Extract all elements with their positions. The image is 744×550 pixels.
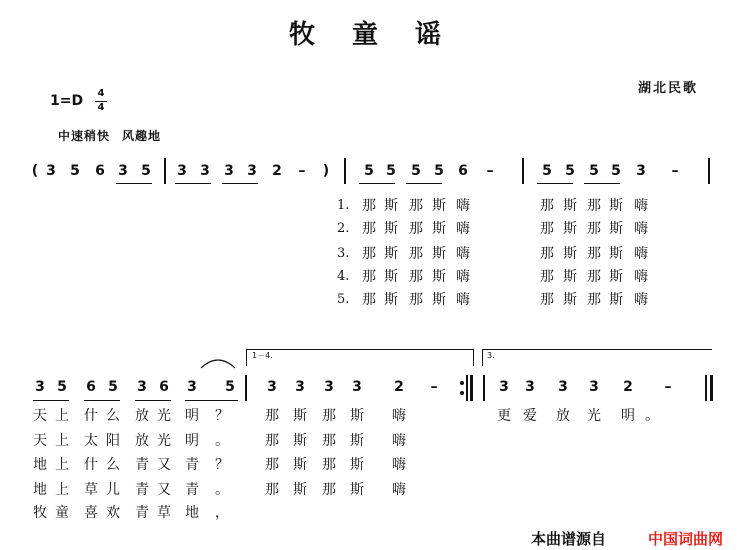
lyric-syllable: 光 bbox=[587, 408, 601, 424]
lyric-syllable: 嗨 bbox=[634, 198, 648, 214]
lyric-syllable: 欢 bbox=[106, 505, 120, 521]
lyric-syllable: 斯 bbox=[293, 482, 307, 498]
lyric-syllable: 那 bbox=[540, 269, 554, 285]
jianpu-note: 6 bbox=[95, 163, 105, 179]
jianpu-note: 3 bbox=[636, 163, 646, 179]
lyric-syllable: 上 bbox=[55, 457, 69, 473]
jianpu-note: 5 bbox=[57, 379, 67, 395]
volta-1-tick bbox=[473, 349, 474, 366]
repeat-dot bbox=[460, 381, 464, 385]
lyric-syllable: 那 bbox=[362, 221, 376, 237]
jianpu-note: – bbox=[430, 379, 438, 395]
lyric-syllable: 明 bbox=[621, 408, 635, 424]
jianpu-note: 2 bbox=[394, 379, 404, 395]
lyric-syllable: 斯 bbox=[432, 292, 446, 308]
lyric-syllable: 。 bbox=[215, 482, 229, 498]
lyric-syllable: 草 bbox=[84, 482, 98, 498]
lyric-syllable: 喜 bbox=[84, 505, 98, 521]
lyric-syllable: 斯 bbox=[563, 292, 577, 308]
lyric-syllable: 那 bbox=[322, 433, 336, 449]
lyric-syllable: 牧 bbox=[33, 505, 47, 521]
lyric-syllable: 什 bbox=[84, 457, 98, 473]
jianpu-note: 5 bbox=[386, 163, 396, 179]
volta-2-tick bbox=[482, 349, 483, 366]
lyric-syllable: 明 bbox=[185, 408, 199, 424]
jianpu-note: – bbox=[664, 379, 672, 395]
jianpu-note: 6 bbox=[159, 379, 169, 395]
site-link[interactable]: 中国词曲网 bbox=[648, 530, 724, 548]
jianpu-note: 5 bbox=[565, 163, 575, 179]
verse-number: 3. bbox=[337, 246, 350, 261]
jianpu-note: 5 bbox=[589, 163, 599, 179]
lyric-syllable: 那 bbox=[540, 198, 554, 214]
lyric-syllable: 斯 bbox=[432, 269, 446, 285]
beam-underline bbox=[84, 400, 120, 401]
lyric-syllable: 那 bbox=[409, 198, 423, 214]
lyric-syllable: 地 bbox=[185, 505, 199, 521]
lyric-syllable: 斯 bbox=[384, 221, 398, 237]
lyric-syllable: 斯 bbox=[384, 198, 398, 214]
lyric-syllable: 儿 bbox=[106, 482, 120, 498]
lyric-syllable: 斯 bbox=[350, 457, 364, 473]
lyric-syllable: 那 bbox=[362, 198, 376, 214]
jianpu-note: 3 bbox=[118, 163, 128, 179]
lyric-syllable: 那 bbox=[587, 221, 601, 237]
jianpu-note: 5 bbox=[542, 163, 552, 179]
lyric-syllable: 青 bbox=[135, 457, 149, 473]
jianpu-note: 6 bbox=[458, 163, 468, 179]
lyric-syllable: 光 bbox=[157, 408, 171, 424]
lyric-syllable: ？ bbox=[215, 408, 229, 424]
lyric-syllable: 光 bbox=[157, 433, 171, 449]
jianpu-note: 3 bbox=[187, 379, 197, 395]
jianpu-note: 3 bbox=[295, 379, 305, 395]
song-origin: 湖北民歌 bbox=[638, 81, 699, 96]
lyric-syllable: 天 bbox=[33, 408, 47, 424]
lyric-syllable: 放 bbox=[135, 408, 149, 424]
jianpu-note: 3 bbox=[558, 379, 568, 395]
jianpu-note: 3 bbox=[352, 379, 362, 395]
jianpu-note: 3 bbox=[200, 163, 210, 179]
lyric-syllable: 斯 bbox=[293, 408, 307, 424]
lyric-syllable: 那 bbox=[409, 246, 423, 262]
jianpu-note: 3 bbox=[525, 379, 535, 395]
jianpu-note: 3 bbox=[589, 379, 599, 395]
lyric-syllable: 么 bbox=[106, 457, 120, 473]
lyric-syllable: 太 bbox=[84, 433, 98, 449]
verse-number: 5. bbox=[337, 292, 350, 307]
lyric-syllable: 那 bbox=[265, 457, 279, 473]
lyric-syllable: 那 bbox=[409, 269, 423, 285]
lyric-syllable: 斯 bbox=[609, 198, 623, 214]
jianpu-note: 5 bbox=[411, 163, 421, 179]
beam-underline bbox=[33, 400, 69, 401]
lyric-syllable: 斯 bbox=[609, 246, 623, 262]
lyric-syllable: 那 bbox=[409, 292, 423, 308]
verse-number: 1. bbox=[337, 198, 350, 213]
verse-number: 4. bbox=[337, 269, 350, 284]
jianpu-note: 3 bbox=[177, 163, 187, 179]
jianpu-note: 5 bbox=[611, 163, 621, 179]
lyric-syllable: 斯 bbox=[350, 408, 364, 424]
beam-underline bbox=[185, 400, 238, 401]
lyric-syllable: 青 bbox=[135, 505, 149, 521]
repeat-dot bbox=[460, 391, 464, 395]
lyric-syllable: 斯 bbox=[432, 198, 446, 214]
barline bbox=[483, 375, 485, 401]
volta-1-label: 1－4. bbox=[252, 351, 273, 360]
lyric-syllable: 嗨 bbox=[456, 269, 470, 285]
key-signature: 1=D bbox=[50, 93, 84, 109]
lyric-syllable: 斯 bbox=[609, 269, 623, 285]
lyric-syllable: 那 bbox=[587, 269, 601, 285]
repeat-end-thin-bar bbox=[466, 375, 468, 401]
jianpu-note: – bbox=[671, 163, 679, 179]
lyric-syllable: 那 bbox=[265, 482, 279, 498]
lyric-syllable: 那 bbox=[587, 292, 601, 308]
lyric-syllable: 嗨 bbox=[456, 246, 470, 262]
volta-2-bracket bbox=[482, 349, 712, 350]
lyric-syllable: 天 bbox=[33, 433, 47, 449]
lyric-syllable: 。 bbox=[215, 433, 229, 449]
lyric-syllable: 那 bbox=[265, 408, 279, 424]
jianpu-note: – bbox=[298, 163, 306, 179]
lyric-syllable: 那 bbox=[540, 292, 554, 308]
time-signature-denominator: 4 bbox=[97, 102, 105, 113]
lyric-syllable: 斯 bbox=[609, 292, 623, 308]
final-thick-bar bbox=[710, 375, 713, 401]
lyric-syllable: 童 bbox=[55, 505, 69, 521]
jianpu-note: 5 bbox=[364, 163, 374, 179]
lyric-syllable: 斯 bbox=[432, 221, 446, 237]
jianpu-note: 3 bbox=[224, 163, 234, 179]
beam-underline bbox=[135, 400, 171, 401]
lyric-syllable: 阳 bbox=[106, 433, 120, 449]
lyric-syllable: 那 bbox=[362, 292, 376, 308]
lyric-syllable: 那 bbox=[409, 221, 423, 237]
lyric-syllable: ， bbox=[215, 505, 229, 521]
jianpu-note: 3 bbox=[247, 163, 257, 179]
lyric-syllable: 斯 bbox=[293, 433, 307, 449]
jianpu-note: – bbox=[486, 163, 494, 179]
lyric-syllable: 嗨 bbox=[456, 292, 470, 308]
time-signature-numerator: 4 bbox=[95, 89, 107, 102]
jianpu-note: 2 bbox=[623, 379, 633, 395]
jianpu-note: 3 bbox=[137, 379, 147, 395]
lyric-syllable: 青 bbox=[135, 482, 149, 498]
lyric-syllable: 那 bbox=[540, 246, 554, 262]
jianpu-note: 3 bbox=[46, 163, 56, 179]
lyric-syllable: 上 bbox=[55, 433, 69, 449]
lyric-syllable: 斯 bbox=[563, 246, 577, 262]
lyric-syllable: 斯 bbox=[293, 457, 307, 473]
source-text: 本曲谱源自 bbox=[531, 530, 607, 548]
lyric-syllable: 那 bbox=[322, 482, 336, 498]
lyric-syllable: 嗨 bbox=[634, 292, 648, 308]
lyric-syllable: 上 bbox=[55, 482, 69, 498]
lyric-syllable: 那 bbox=[587, 198, 601, 214]
intro-close-paren: ) bbox=[322, 163, 330, 179]
jianpu-note: 5 bbox=[141, 163, 151, 179]
lyric-syllable: 明 bbox=[185, 433, 199, 449]
lyric-syllable: 那 bbox=[265, 433, 279, 449]
lyric-syllable: 嗨 bbox=[456, 198, 470, 214]
lyric-syllable: 那 bbox=[362, 269, 376, 285]
jianpu-note: 6 bbox=[86, 379, 96, 395]
lyric-syllable: ？ bbox=[215, 457, 229, 473]
lyric-syllable: 青 bbox=[185, 482, 199, 498]
lyric-syllable: 爱 bbox=[523, 408, 537, 424]
lyric-syllable: 放 bbox=[556, 408, 570, 424]
volta-1-tick bbox=[246, 349, 247, 366]
song-title: 牧 童 谣 bbox=[288, 20, 456, 50]
volta-1-bracket bbox=[246, 349, 474, 350]
lyric-syllable: 斯 bbox=[350, 433, 364, 449]
lyric-syllable: 嗨 bbox=[456, 221, 470, 237]
lyric-syllable: 斯 bbox=[609, 221, 623, 237]
lyric-syllable: 么 bbox=[106, 408, 120, 424]
lyric-syllable: 斯 bbox=[563, 198, 577, 214]
lyric-syllable: 更 bbox=[497, 408, 511, 424]
lyric-syllable: 那 bbox=[322, 457, 336, 473]
lyric-syllable: 嗨 bbox=[392, 408, 406, 424]
jianpu-note: 2 bbox=[272, 163, 282, 179]
lyric-syllable: 嗨 bbox=[392, 482, 406, 498]
lyric-syllable: 什 bbox=[84, 408, 98, 424]
volta-2-label: 3. bbox=[487, 351, 495, 360]
lyric-syllable: 斯 bbox=[384, 269, 398, 285]
lyric-syllable: 地 bbox=[33, 457, 47, 473]
lyric-syllable: 斯 bbox=[563, 221, 577, 237]
lyric-syllable: 那 bbox=[540, 221, 554, 237]
jianpu-note: 3 bbox=[324, 379, 334, 395]
lyric-syllable: 又 bbox=[157, 482, 171, 498]
lyric-syllable: 地 bbox=[33, 482, 47, 498]
lyric-syllable: 。 bbox=[645, 408, 659, 424]
lyric-syllable: 放 bbox=[135, 433, 149, 449]
jianpu-note: 5 bbox=[225, 379, 235, 395]
tempo-speed: 中速稍快 bbox=[58, 129, 111, 143]
verse-number: 2. bbox=[337, 221, 350, 236]
lyric-syllable: 斯 bbox=[432, 246, 446, 262]
lyric-syllable: 斯 bbox=[563, 269, 577, 285]
tempo-mood: 风趣地 bbox=[122, 129, 162, 143]
lyric-syllable: 嗨 bbox=[634, 246, 648, 262]
jianpu-note: 5 bbox=[108, 379, 118, 395]
lyric-syllable: 嗨 bbox=[634, 269, 648, 285]
lyric-syllable: 那 bbox=[322, 408, 336, 424]
lyric-syllable: 嗨 bbox=[392, 457, 406, 473]
jianpu-note: 5 bbox=[434, 163, 444, 179]
lyric-syllable: 斯 bbox=[384, 246, 398, 262]
lyric-syllable: 嗨 bbox=[634, 221, 648, 237]
lyric-syllable: 上 bbox=[55, 408, 69, 424]
repeat-end-thick-bar bbox=[470, 375, 473, 401]
lyric-syllable: 又 bbox=[157, 457, 171, 473]
lyric-syllable: 那 bbox=[587, 246, 601, 262]
lyric-syllable: 斯 bbox=[350, 482, 364, 498]
lyric-syllable: 那 bbox=[362, 246, 376, 262]
final-thin-bar bbox=[705, 375, 707, 401]
lyric-syllable: 草 bbox=[157, 505, 171, 521]
jianpu-note: 5 bbox=[70, 163, 80, 179]
barline bbox=[245, 375, 247, 401]
intro-open-paren: ( bbox=[31, 163, 39, 179]
lyric-syllable: 青 bbox=[185, 457, 199, 473]
jianpu-note: 3 bbox=[499, 379, 509, 395]
lyric-syllable: 斯 bbox=[384, 292, 398, 308]
lyric-syllable: 嗨 bbox=[392, 433, 406, 449]
jianpu-note: 3 bbox=[35, 379, 45, 395]
jianpu-note: 3 bbox=[267, 379, 277, 395]
